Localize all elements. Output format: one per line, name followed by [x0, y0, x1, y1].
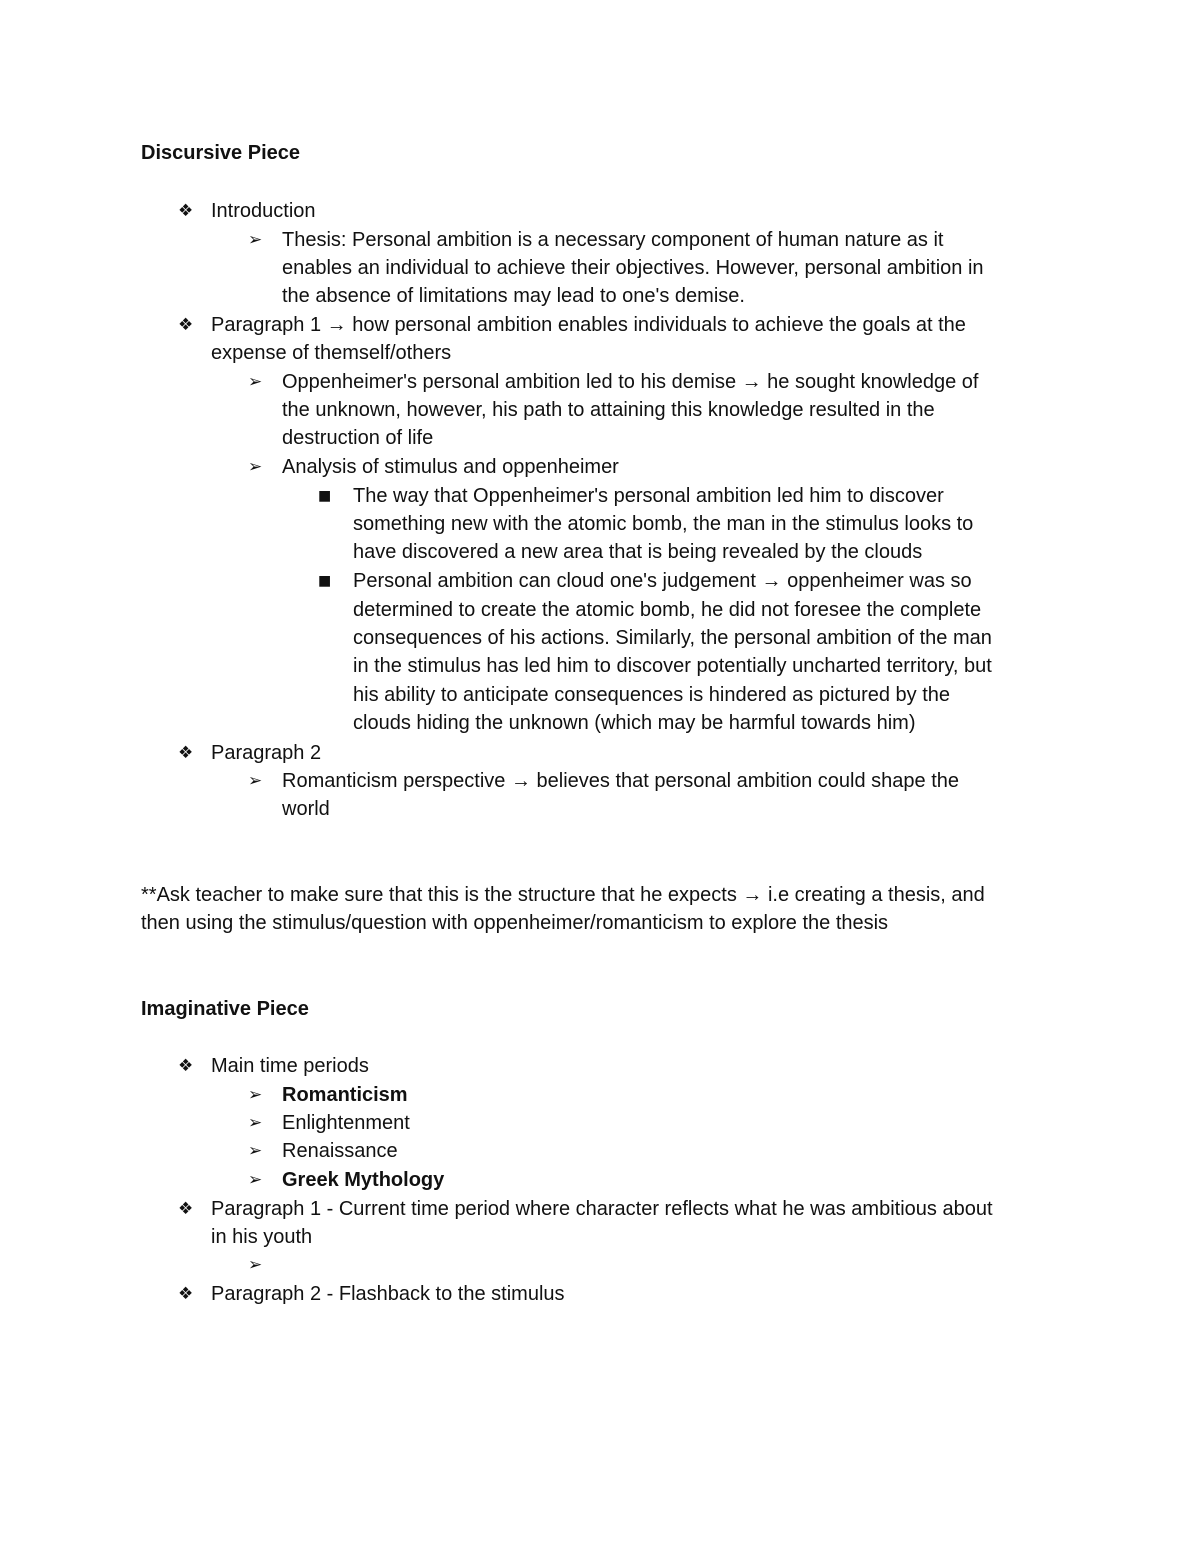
paragraph-1-line-2: expense of themself/others [211, 342, 452, 364]
cloud-line-5: his ability to anticipate consequences is hindered as pictured by the [353, 684, 951, 706]
period-renaissance: Renaissance [282, 1140, 398, 1162]
teacher-note-line-2: then using the stimulus/question with oppenheimer/romanticism to explore the thesis [141, 912, 889, 934]
arrow-bullet-icon: ➢ [248, 1141, 263, 1161]
section-heading-imaginative: Imaginative Piece [141, 998, 309, 1020]
way-line-1: The way that Oppenheimer's personal ambition led him to discover [353, 485, 944, 507]
diamond-bullet-icon: ❖ [178, 201, 194, 221]
cloud-line-4: in the stimulus has led him to discover potentially uncharted territory, but [353, 655, 992, 677]
oppenheimer-line-1: Oppenheimer's personal ambition led to his demise → he sought knowledge of [282, 371, 979, 393]
analysis-item: Analysis of stimulus and oppenheimer [282, 456, 619, 478]
arrow-bullet-icon: ➢ [248, 1255, 263, 1275]
period-enlightenment: Enlightenment [282, 1112, 410, 1134]
arrow-bullet-icon: ➢ [248, 1113, 263, 1133]
cloud-line-3: consequences of his actions. Similarly, the personal ambition of the man [353, 627, 992, 649]
arrow-bullet-icon: ➢ [248, 771, 263, 791]
square-bullet-icon: ■ [318, 573, 332, 589]
oppenheimer-line-3: destruction of life [282, 427, 434, 449]
romanticism-line-1: Romanticism perspective → believes that personal ambition could shape the [282, 770, 960, 792]
arrow-bullet-icon: ➢ [248, 230, 263, 250]
thesis-line-2: enables an individual to achieve their objectives. However, personal ambition in [282, 257, 984, 279]
square-bullet-icon: ■ [318, 488, 332, 504]
diamond-bullet-icon: ❖ [178, 1199, 194, 1219]
arrow-bullet-icon: ➢ [248, 372, 263, 392]
cloud-line-2: determined to create the atomic bomb, he did not foresee the complete [353, 599, 982, 621]
arrow-bullet-icon: ➢ [248, 1170, 263, 1190]
thesis-line-3: the absence of limitations may lead to one's demise. [282, 285, 745, 307]
diamond-bullet-icon: ❖ [178, 315, 194, 335]
diamond-bullet-icon: ❖ [178, 1056, 194, 1076]
section-heading-discursive: Discursive Piece [141, 142, 300, 164]
main-time-periods-item: Main time periods [211, 1055, 369, 1077]
paragraph-1-line-1: Paragraph 1 → how personal ambition enables individuals to achieve the goals at the [211, 314, 966, 336]
imaginative-paragraph-1-line-1: Paragraph 1 - Current time period where character reflects what he was ambitious about [211, 1198, 993, 1220]
way-line-3: have discovered a new area that is being revealed by the clouds [353, 541, 923, 563]
period-greek-mythology: Greek Mythology [282, 1169, 445, 1191]
list-item-introduction: Introduction [211, 200, 316, 222]
cloud-line-1: Personal ambition can cloud one's judgement → oppenheimer was so [353, 570, 972, 592]
arrow-bullet-icon: ➢ [248, 1085, 263, 1105]
teacher-note-line-1: **Ask teacher to make sure that this is the structure that he expects → i.e creating a thesis, and [141, 884, 985, 906]
thesis-line-1: Thesis: Personal ambition is a necessary component of human nature as it [282, 229, 944, 251]
diamond-bullet-icon: ❖ [178, 1284, 194, 1304]
oppenheimer-line-2: the unknown, however, his path to attaining this knowledge resulted in the [282, 399, 935, 421]
way-line-2: something new with the atomic bomb, the man in the stimulus looks to [353, 513, 974, 535]
arrow-bullet-icon: ➢ [248, 457, 263, 477]
imaginative-paragraph-1-line-2: in his youth [211, 1226, 313, 1248]
period-romanticism: Romanticism [282, 1084, 408, 1106]
cloud-line-6: clouds hiding the unknown (which may be harmful towards him) [353, 712, 916, 734]
imaginative-paragraph-2-item: Paragraph 2 - Flashback to the stimulus [211, 1283, 565, 1305]
diamond-bullet-icon: ❖ [178, 743, 194, 763]
paragraph-2-item: Paragraph 2 [211, 742, 322, 764]
romanticism-line-2: world [282, 798, 330, 820]
